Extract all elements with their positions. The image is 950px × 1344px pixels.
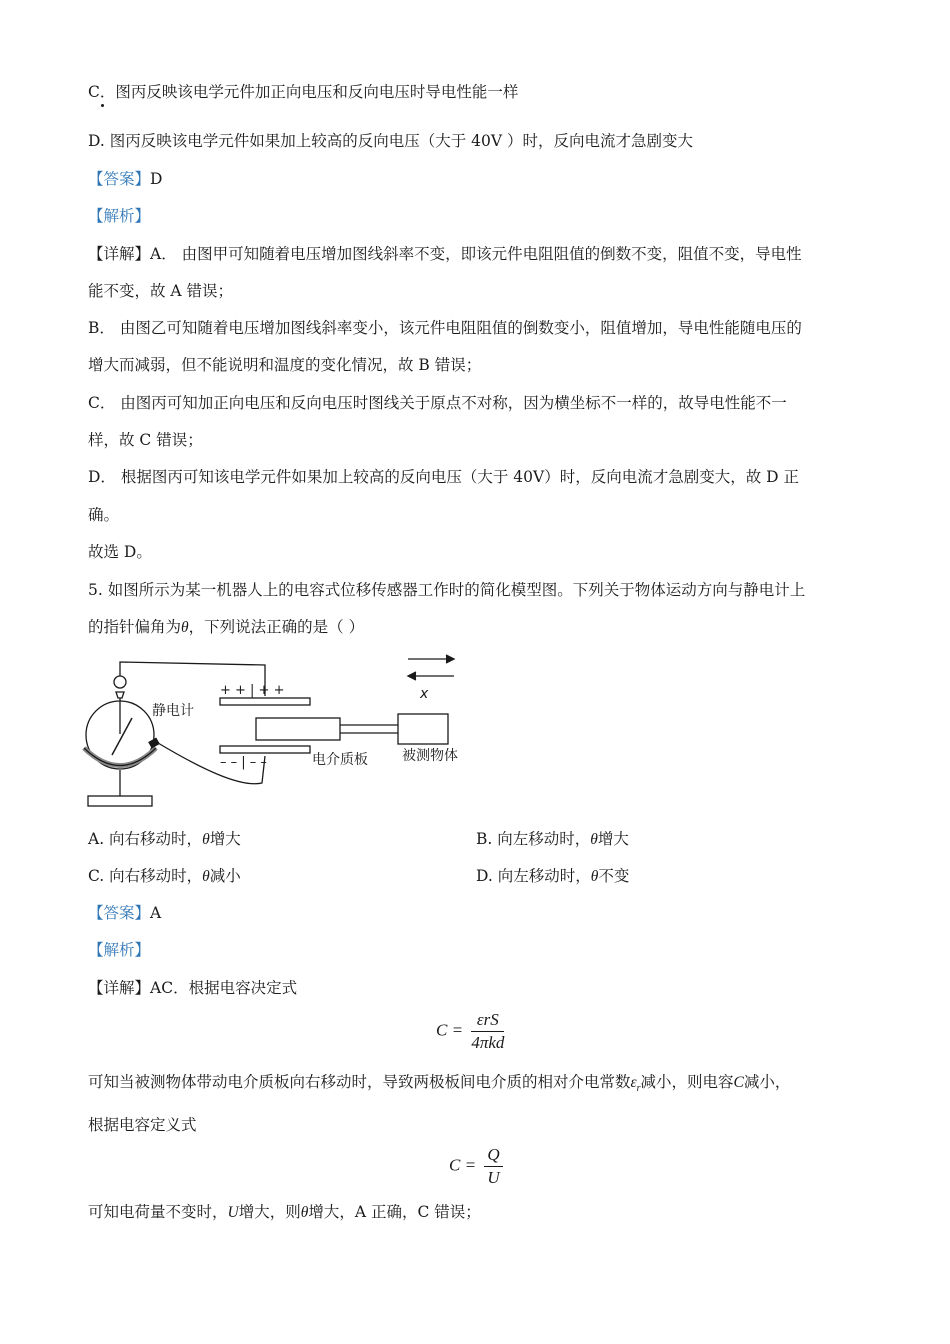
explain-text-2: 增大，则 — [238, 1203, 301, 1221]
electrometer-base — [88, 796, 152, 806]
electrometer-clamp — [149, 738, 159, 747]
q5-text-tail: ，下列说法正确的是（ ） — [188, 618, 365, 636]
label-object: 被测物体 — [402, 748, 458, 764]
answer-tag: 【答案】 — [88, 170, 151, 188]
detail-text: AC．根据电容决定式 — [150, 979, 298, 997]
theta-symbol: θ — [590, 868, 599, 885]
electrometer-ball — [114, 676, 126, 688]
explain-text-3: 增大，A 正确，C 错误； — [308, 1203, 481, 1221]
explain-line-3 — [88, 1202, 481, 1223]
detail-1-c: C． 由图丙可知加正向电压和反向电压时图线关于原点不对称，因为横坐标不一样的，故导电性能不一 — [88, 394, 787, 412]
detail-1-b2: 增大而减弱，但不能说明和温度的变化情况，故 B 错误； — [88, 356, 482, 374]
detail-1-a — [88, 244, 802, 264]
option-a[interactable] — [88, 829, 241, 850]
detail-1-b: B． 由图乙可知随着电压增加图线斜率变小，该元件电阻阻值的倒数变小，阻值增加，导电性能随电压的 — [88, 319, 802, 337]
theta-symbol: θ — [202, 831, 210, 848]
detail-1-a2: 能不变，故 A 错误； — [88, 282, 234, 300]
label-dielectric: 电介质板 — [312, 752, 368, 768]
option-d[interactable] — [476, 866, 629, 887]
theta-symbol: θ — [590, 831, 598, 848]
option-c-previous: C．图丙反映该电学元件加正向电压和反向电压时导电性能一样 — [88, 83, 519, 101]
detail-text: A． 由图甲可知随着电压增加图线斜率不变，即该元件电阻阻值的倒数不变，阻值不变，导电性 — [150, 245, 802, 263]
detail-2-a — [88, 978, 297, 998]
answer-value: D — [150, 170, 163, 188]
formula-numerator: Q — [484, 1145, 502, 1167]
theta-symbol: θ — [181, 619, 189, 636]
analysis-tag-2: 【解析】 — [88, 941, 151, 959]
explain-line-1 — [88, 1072, 790, 1099]
option-c[interactable] — [88, 866, 241, 887]
formula-denominator: 4πkd — [471, 1033, 505, 1052]
detail-tag: 【详解】 — [88, 979, 151, 997]
top-plate — [220, 698, 310, 705]
option-d-text: D. 向左移动时， — [476, 867, 591, 885]
explain-text: 可知当被测物体带动电介质板向右移动时，导致两极板间电介质的相对介电常数 — [88, 1073, 631, 1091]
label-x: x — [420, 686, 429, 702]
epsilon-subscript: r — [636, 1083, 641, 1095]
plus-charges: + + | + + — [220, 683, 285, 698]
explain-text-3: 减小， — [743, 1073, 791, 1091]
electrometer-needle — [112, 718, 132, 755]
option-b-suffix: 增大 — [597, 830, 629, 848]
analysis-tag-1: 【解析】 — [88, 207, 151, 225]
q5-text: 的指针偏角为 — [88, 618, 182, 636]
option-c-suffix: 减小 — [209, 867, 241, 885]
detail-1-c2: 样，故 C 错误； — [88, 431, 203, 449]
answer-value: A — [150, 904, 162, 922]
sensor-figure — [80, 648, 480, 813]
bullet-dot — [101, 104, 104, 107]
epsilon-symbol: ε — [630, 1074, 637, 1091]
question-5-line-2 — [88, 617, 364, 638]
formula-lhs: C = — [436, 1020, 464, 1040]
choose-1: 故选 D。 — [88, 543, 152, 561]
theta-symbol: θ — [202, 868, 210, 885]
option-a-text: A. 向右移动时， — [88, 830, 203, 848]
electrometer-neck — [116, 692, 124, 698]
detail-tag: 【详解】 — [88, 245, 151, 263]
label-electrometer: 静电计 — [152, 703, 194, 719]
option-a-suffix: 增大 — [209, 830, 241, 848]
measured-object — [398, 714, 448, 744]
answer-1 — [88, 169, 162, 189]
capacitance-formula-determinant — [436, 1010, 504, 1053]
dielectric-slab — [256, 718, 340, 740]
explain-line-2: 根据电容定义式 — [88, 1116, 197, 1134]
c-symbol: C — [733, 1074, 744, 1091]
option-b-text: B. 向左移动时， — [476, 830, 591, 848]
detail-1-d: D． 根据图丙可知该电学元件如果加上较高的反向电压（大于 40V）时，反向电流才急剧变大，故 D 正 — [88, 468, 799, 486]
answer-tag: 【答案】 — [88, 904, 151, 922]
formula-numerator: εrS — [471, 1010, 504, 1032]
option-c-text: C. 向右移动时， — [88, 867, 203, 885]
formula-denominator: U — [487, 1168, 500, 1187]
detail-1-d2: 确。 — [88, 506, 120, 524]
minus-charges: – – | – – — [220, 755, 267, 770]
question-5-line-1: 5. 如图所示为某一机器人上的电容式位移传感器工作时的简化模型图。下列关于物体运动方向与静电计上 — [88, 581, 806, 599]
option-d-suffix: 不变 — [598, 867, 630, 885]
explain-text: 可知电荷量不变时， — [88, 1203, 228, 1221]
option-b[interactable] — [476, 829, 629, 850]
answer-2 — [88, 903, 161, 923]
explain-text-2: 减小，则电容 — [640, 1073, 734, 1091]
formula-lhs: C = — [449, 1155, 477, 1175]
theta-symbol: θ — [300, 1204, 309, 1221]
capacitance-formula-definition — [449, 1145, 503, 1188]
bottom-plate — [220, 746, 310, 753]
u-symbol: U — [227, 1204, 239, 1221]
option-d-previous: D. 图丙反映该电学元件如果加上较高的反向电压（大于 40V ）时，反向电流才急剧变大 — [88, 132, 694, 150]
